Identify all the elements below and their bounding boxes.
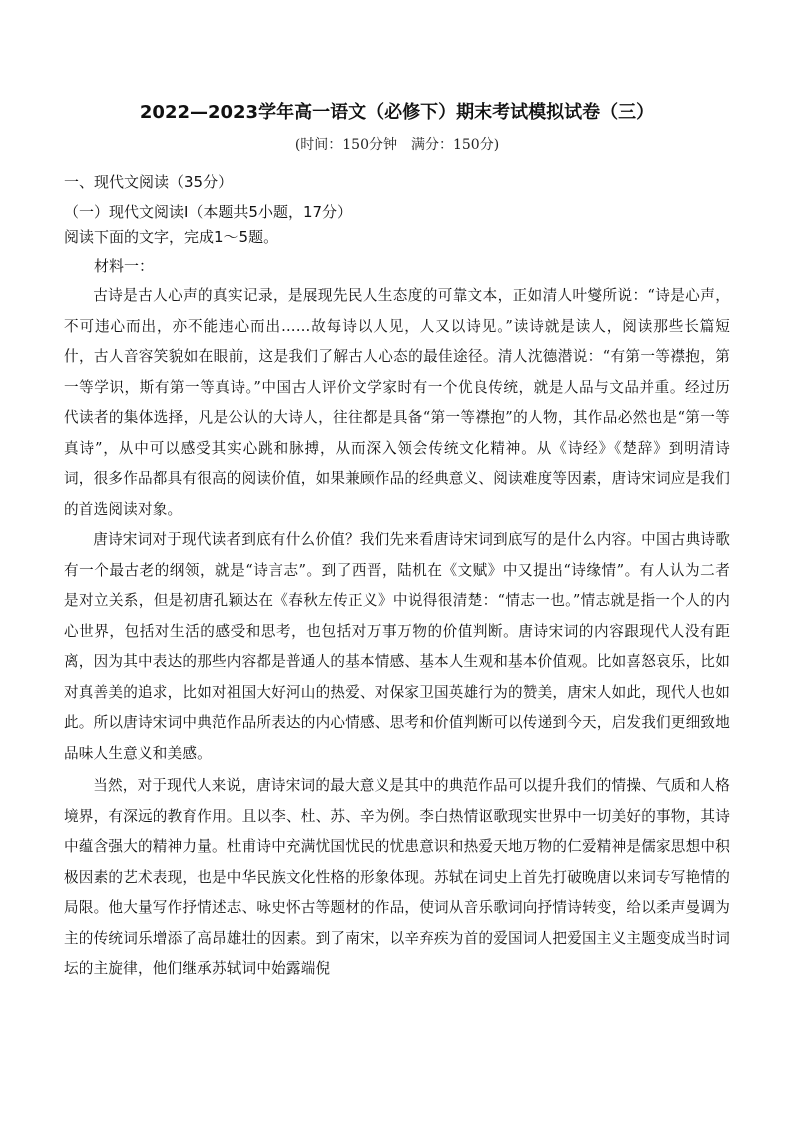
section-heading: 一、现代文阅读（35分） <box>64 173 234 191</box>
exam-time-score: (时间：150分钟 满分：150分) <box>294 137 500 153</box>
paragraph-1: 古诗是古人心声的真实记录，是展现先民人生态度的可靠文本，正如清人叶燮所说：“诗是心声，不可违心而出，亦不能违心而出……故每诗以人见，人又以诗见。”读诗就是读人，阅读那些长篇短什，古人音容笑貌如在眼前，这是我们了解古人心态的最佳途径。清人沈德潜说：“有第一等襟抱，第一等学识，斯有第一等真诗。”中国古人评价文学家时有一个优良传统，就是人品与文品并重。经过历代读者的集体选择，凡是公认的大诗人，往往都是具备“第一等襟抱”的人物，其作品必然也是“第一等真诗”，从中可以感受其实心跳和脉搏，从而深入领会传统文化精神。从《诗经》《楚辞》到明清诗词，很多作品都具有很高的阅读价值，如果兼顾作品的经典意义、阅读难度等因素，唐诗宋词应是我们的首选阅读对象。 <box>64 287 730 518</box>
reading-instruction: 阅读下面的文字，完成1～5题。 <box>64 228 279 246</box>
exam-title: 2022—2023学年高一语文（必修下）期末考试模拟试卷（三） <box>139 102 655 123</box>
paragraph-2: 唐诗宋词对于现代读者到底有什么价值？我们先来看唐诗宋词到底写的是什么内容。中国古典诗歌有一个最古老的纲领，就是“诗言志”。到了西晋，陆机在《文赋》中又提出“诗缘情”。有人认为二者是对立关系，但是初唐孔颖达在《春秋左传正义》中说得很清楚：“情志一也。”情志就是指一个人的内心世界，包括对生活的感受和思考，也包括对万事万物的价值判断。唐诗宋词的内容跟现代人没有距离，因为其中表达的那些内容都是普通人的基本情感、基本人生观和基本价值观。比如喜怒哀乐，比如对真善美的追求，比如对祖国大好河山的热爱、对保家卫国英雄行为的赞美，唐宋人如此，现代人也如此。所以唐诗宋词中典范作品所表达的内心情感、思考和价值判断可以传递到今天，启发我们更细致地品味人生意义和美感。 <box>64 531 730 762</box>
paragraph-3: 当然，对于现代人来说，唐诗宋词的最大意义是其中的典范作品可以提升我们的情操、气质和人格境界，有深远的教育作用。且以李、杜、苏、辛为例。李白热情讴歌现实世界中一切美好的事物，其诗中蕴含强大的精神力量。杜甫诗中充满忧国忧民的忧患意识和热爱天地万物的仁爱精神是儒家思想中积极因素的艺术表现，也是中华民族文化性格的形象体现。苏轼在词史上首先打破晚唐以来词专写艳情的局限。他大量写作抒情述志、咏史怀古等题材的作品，使词从音乐歌词向抒情诗转变，给以柔声曼调为主的传统词乐增添了高昂雄壮的因素。到了南宋，以辛弃疾为首的爱国词人把爱国主义主题变成当时词坛的主旋律，他们继承苏轼词中始露端倪 <box>64 777 730 977</box>
sub-section-heading: （一）现代文阅读Ⅰ（本题共5小题，17分） <box>64 203 353 221</box>
material-label: 材料一： <box>94 257 155 275</box>
